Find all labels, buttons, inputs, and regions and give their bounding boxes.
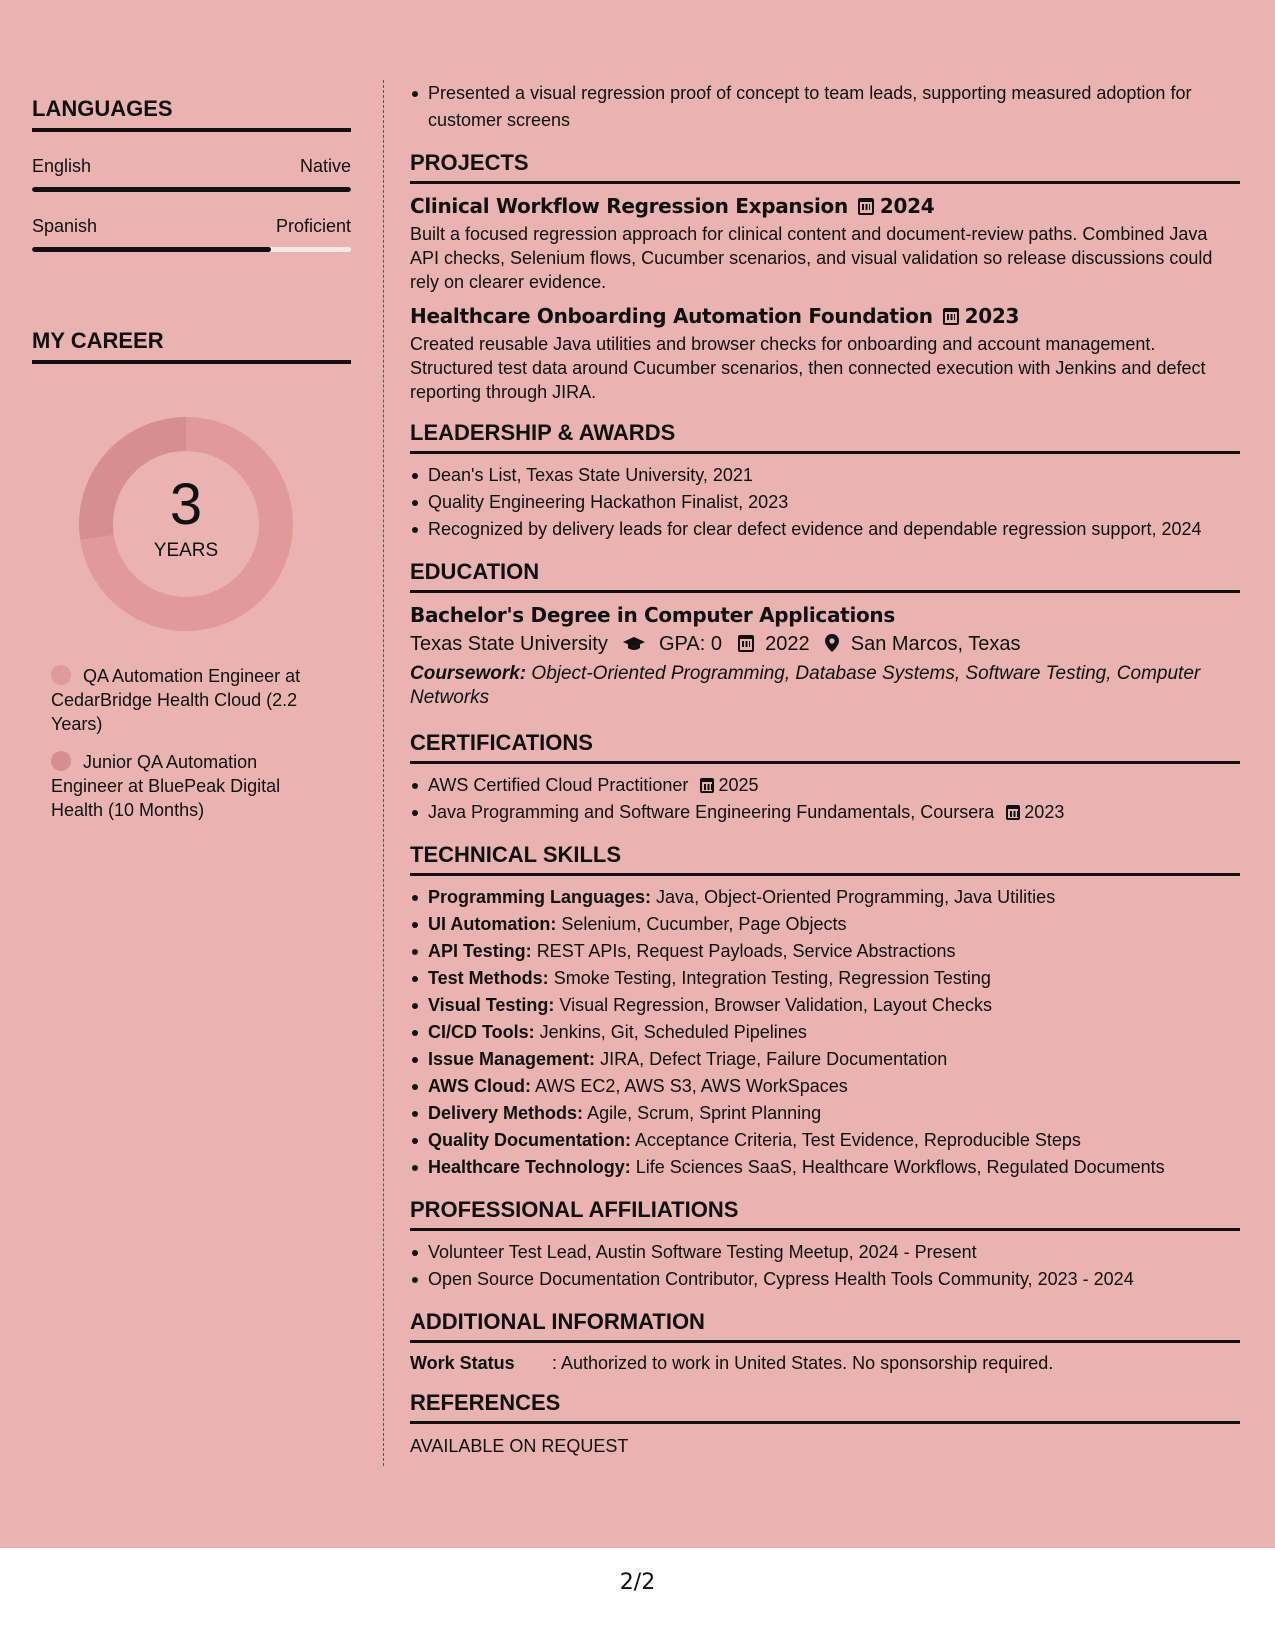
language-name: English <box>32 156 92 176</box>
certification-year: 2023 <box>1024 802 1065 822</box>
language-proficiency-bar <box>32 187 351 192</box>
career-total-number: 3 <box>169 472 203 537</box>
skill-category: Healthcare Technology: <box>428 1157 631 1177</box>
legend-item <box>51 664 321 736</box>
additional-info-heading: ADDITIONAL INFORMATION <box>410 1309 1240 1343</box>
list-item <box>410 1100 1240 1127</box>
languages-heading: LANGUAGES <box>32 96 351 132</box>
certification-name: Java Programming and Software Engineering Fundamentals, Coursera <box>428 802 995 822</box>
graduation-cap-icon <box>623 637 645 651</box>
list-item: Open Source Documentation Contributor, Cypress Health Tools Community, 2023 - 2024 <box>410 1266 1240 1293</box>
right-column <box>410 80 1240 1457</box>
skill-values: Agile, Scrum, Sprint Planning <box>587 1103 822 1123</box>
education-details <box>410 633 1240 656</box>
education-year: 2022 <box>765 633 810 655</box>
list-item <box>410 1154 1240 1181</box>
affiliations-list <box>410 1239 1240 1293</box>
skill-values: Jenkins, Git, Scheduled Pipelines <box>539 1022 807 1042</box>
skill-category: CI/CD Tools: <box>428 1022 535 1042</box>
legend-label: Junior QA Automation Engineer at BluePeak Digital Health (10 Months) <box>51 752 281 820</box>
language-level: Proficient <box>275 216 351 236</box>
legend-label: QA Automation Engineer at CedarBridge Health Cloud (2.2 Years) <box>51 666 301 734</box>
school-name: Texas State University <box>410 633 608 655</box>
skill-values: REST APIs, Request Payloads, Service Abstractions <box>536 941 956 961</box>
calendar-icon <box>738 635 754 652</box>
list-item <box>410 799 1240 826</box>
skill-category: Test Methods: <box>428 968 549 988</box>
certification-name: AWS Certified Cloud Practitioner <box>428 775 689 795</box>
list-item: Presented a visual regression proof of concept to team leads, supporting measured adoption for customer screens <box>410 80 1240 134</box>
project-year: 2023 <box>964 304 1020 328</box>
project-item <box>410 304 1240 404</box>
project-description: Built a focused regression approach for clinical content and document-review paths. Combined Java API checks, Selenium flows, Cucumber scenarios, and visual validation so release discussions could rely on clearer evidence. <box>410 224 1213 292</box>
language-item <box>32 216 351 252</box>
list-item <box>410 1127 1240 1154</box>
skill-values: Visual Regression, Browser Validation, Layout Checks <box>559 995 992 1015</box>
project-title: Healthcare Onboarding Automation Foundation <box>410 304 933 328</box>
list-item <box>410 1073 1240 1100</box>
list-item <box>410 911 1240 938</box>
gpa: GPA: 0 <box>658 633 722 655</box>
left-column <box>32 90 351 822</box>
skill-category: API Testing: <box>428 941 532 961</box>
coursework <box>410 662 1240 710</box>
list-item <box>410 938 1240 965</box>
experience-bullets <box>410 80 1240 134</box>
list-item <box>410 772 1240 799</box>
career-heading: MY CAREER <box>32 328 351 364</box>
list-item: Dean's List, Texas State University, 2021 <box>410 462 1240 489</box>
skill-category: Visual Testing: <box>428 995 555 1015</box>
language-item <box>32 156 351 192</box>
skill-values: Selenium, Cucumber, Page Objects <box>561 914 847 934</box>
list-item <box>410 992 1240 1019</box>
list-item <box>410 1046 1240 1073</box>
legend-dot-icon <box>51 665 71 685</box>
skill-category: AWS Cloud: <box>428 1076 531 1096</box>
calendar-icon <box>1006 805 1020 820</box>
leadership-heading: LEADERSHIP & AWARDS <box>410 420 1240 454</box>
certification-year: 2025 <box>718 775 759 795</box>
leadership-list <box>410 462 1240 543</box>
education-heading: EDUCATION <box>410 559 1240 593</box>
skill-values: JIRA, Defect Triage, Failure Documentation <box>600 1049 948 1069</box>
work-status-value: : Authorized to work in United States. No sponsorship required. <box>552 1353 1054 1373</box>
location-pin-icon <box>825 634 839 652</box>
skill-values: Acceptance Criteria, Test Evidence, Reproducible Steps <box>635 1130 1081 1150</box>
list-item: Volunteer Test Lead, Austin Software Testing Meetup, 2024 - Present <box>410 1239 1240 1266</box>
certifications-list <box>410 772 1240 826</box>
career-total-unit: YEARS <box>153 540 219 561</box>
page-footer <box>0 1548 1275 1650</box>
degree-title: Bachelor's Degree in Computer Applications <box>410 603 895 627</box>
language-proficiency-bar <box>32 247 351 252</box>
project-year: 2024 <box>879 194 935 218</box>
certifications-heading: CERTIFICATIONS <box>410 730 1240 764</box>
column-divider <box>383 80 384 1466</box>
work-status-row <box>410 1353 1240 1374</box>
list-item <box>410 1019 1240 1046</box>
skill-category: Quality Documentation: <box>428 1130 632 1150</box>
skills-list <box>410 884 1240 1181</box>
legend-dot-icon <box>51 751 71 771</box>
coursework-list: Object-Oriented Programming, Database Systems, Software Testing, Computer Networks <box>410 663 1201 708</box>
affiliations-heading: PROFESSIONAL AFFILIATIONS <box>410 1197 1240 1231</box>
skill-category: UI Automation: <box>428 914 557 934</box>
skill-category: Programming Languages: <box>428 887 652 907</box>
page-number: 2/2 <box>619 1570 656 1595</box>
skill-values: Life Sciences SaaS, Healthcare Workflows, Regulated Documents <box>635 1157 1165 1177</box>
list-item: Recognized by delivery leads for clear defect evidence and dependable regression support, 2024 <box>410 516 1240 543</box>
references-text: AVAILABLE ON REQUEST <box>410 1436 629 1456</box>
skills-heading: TECHNICAL SKILLS <box>410 842 1240 876</box>
list-item <box>410 965 1240 992</box>
calendar-icon <box>858 198 874 215</box>
coursework-label: Coursework: <box>410 663 527 684</box>
work-status-label: Work Status <box>410 1353 515 1373</box>
list-item: Quality Engineering Hackathon Finalist, 2023 <box>410 489 1240 516</box>
project-item <box>410 194 1240 294</box>
language-name: Spanish <box>32 216 98 236</box>
calendar-icon <box>943 308 959 325</box>
references-heading: REFERENCES <box>410 1390 1240 1424</box>
skill-values: Smoke Testing, Integration Testing, Regression Testing <box>553 968 991 988</box>
career-legend <box>32 664 351 822</box>
calendar-icon <box>700 778 714 793</box>
project-description: Created reusable Java utilities and browser checks for onboarding and account management. Structured test data around Cucumber scenarios, then connected execution with Jenkins and defect reporting through JIRA. <box>410 334 1206 402</box>
list-item <box>410 884 1240 911</box>
education-location: San Marcos, Texas <box>850 633 1021 655</box>
skill-category: Delivery Methods: <box>428 1103 584 1123</box>
language-level: Native <box>299 156 351 176</box>
career-donut-chart <box>66 404 306 644</box>
skill-category: Issue Management: <box>428 1049 596 1069</box>
project-title: Clinical Workflow Regression Expansion <box>410 194 848 218</box>
skill-values: Java, Object-Oriented Programming, Java Utilities <box>656 887 1056 907</box>
projects-heading: PROJECTS <box>410 150 1240 184</box>
proficiency-fill <box>32 187 351 192</box>
skill-values: AWS EC2, AWS S3, AWS WorkSpaces <box>535 1076 848 1096</box>
proficiency-fill <box>32 247 271 252</box>
legend-item <box>51 750 321 822</box>
